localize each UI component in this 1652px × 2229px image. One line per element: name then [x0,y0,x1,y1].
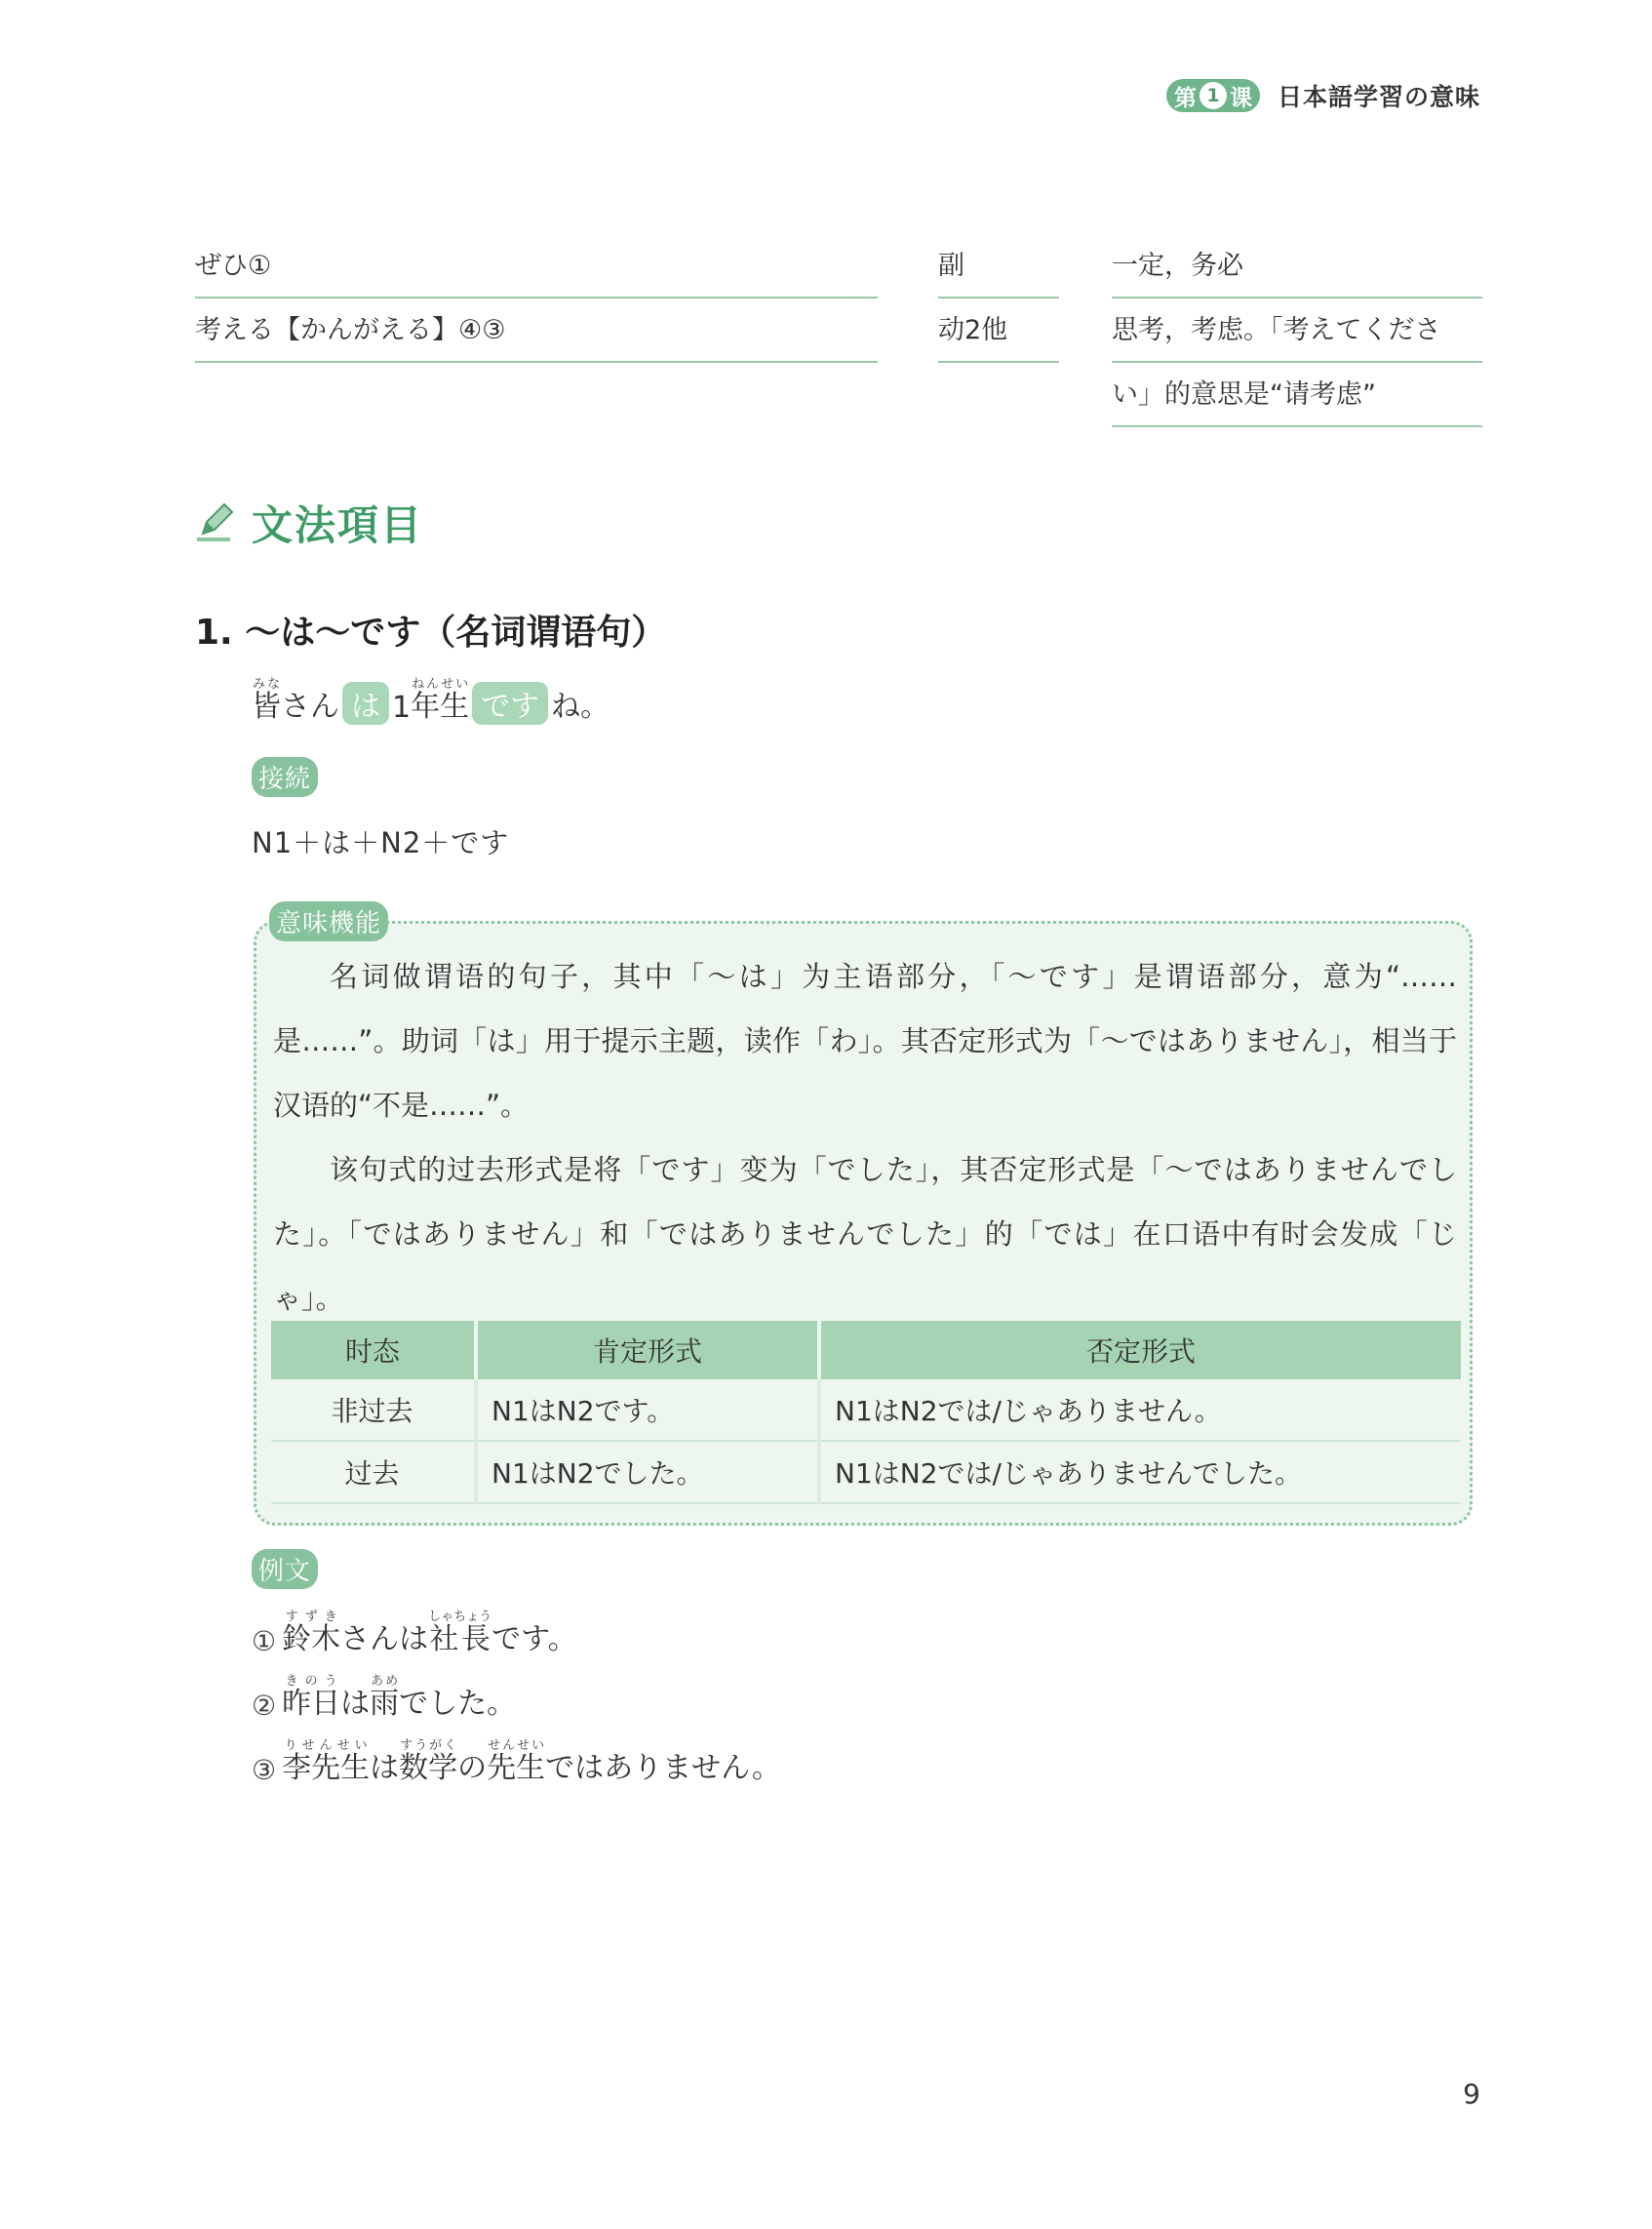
section-title: 文法項目 [252,501,424,549]
vocab-pos: 副 [938,234,1059,299]
text: ではありません。 [545,1751,781,1785]
connection-tag-wrap [252,757,318,797]
ruby-word: 数学すうがく [399,1738,458,1785]
ruby-word: 先生せんせい [487,1738,546,1785]
table-header: 否定形式 [819,1321,1461,1379]
meaning-paragraph: 该句式的过去形式是将「です」变为「でした」，其否定形式是「～ではありませんでした」。「ではありません」和「ではありませんでした」的「では」在口语中有时会发成「じゃ」。 [273,1153,1457,1315]
forms-table [271,1321,1461,1504]
table-cell: N1はN2です。 [476,1379,819,1441]
meaning-tag-wrap [269,901,388,941]
vocab-meaning-cont: い」的意思是“请考虑” [1112,363,1482,427]
text: の [457,1751,488,1785]
examples-tag: 例文 [252,1549,318,1589]
vocab-word: 考える【かんがえる】④③ [195,299,878,363]
text: さんは [340,1622,429,1656]
table-cell: N1はN2では/じゃありません。 [819,1379,1461,1441]
vocab-meaning: 思考，考虑。「考えてくださ [1112,299,1482,363]
ruby-word: 鈴木すずき [282,1610,341,1656]
pattern-example [252,677,610,725]
highlight-particle: は [342,682,389,725]
example-sentence [252,1738,781,1786]
highlight-copula: です [472,682,548,725]
text: は [340,1687,371,1721]
ruby-word: 年生ねんせい [411,677,470,724]
text: です。 [492,1622,577,1656]
lesson-prefix: 第 [1173,85,1197,111]
table-row [271,1441,1461,1503]
example-number: ③ [252,1754,277,1786]
examples-tag-wrap [252,1549,318,1589]
table-header: 肯定形式 [476,1321,819,1379]
meaning-paragraph: 名词做谓语的句子，其中「～は」为主语部分，「～です」是谓语部分，意为“……是……”。助词「は」用于提示主题，读作「わ」。其否定形式为「～ではありません」，相当于汉语的“不是……”。 [273,960,1457,1122]
lesson-badge [1166,79,1260,112]
lesson-suffix: 课 [1229,85,1252,111]
text: ね。 [551,690,610,724]
ruby-word: 李先生りせんせい [282,1738,371,1785]
table-cell: N1はN2では/じゃありませんでした。 [819,1441,1461,1503]
section-heading [193,494,423,552]
vocab-word: ぜひ① [195,234,878,299]
grammar-title: 1. ～は～です（名词谓语句） [195,613,667,653]
table-cell: N1はN2でした。 [476,1441,819,1503]
table-cell: 过去 [271,1441,476,1503]
text: でした。 [399,1687,517,1721]
example-number: ① [252,1625,277,1657]
vocab-meaning: 一定，务必 [1112,234,1482,299]
text: 1 [392,691,412,725]
vocab-pos: 动2他 [938,299,1059,363]
text: は [370,1751,400,1785]
page-header [1166,78,1480,113]
ruby-word: 皆みな [252,677,281,724]
example-sentence [252,1674,516,1722]
header-title: 日本語学習の意味 [1277,83,1480,111]
table-row [271,1379,1461,1441]
table-header: 时态 [271,1321,476,1379]
pen-icon [193,500,238,545]
connection-tag: 接続 [252,757,318,797]
ruby-word: 昨日きのう [282,1674,341,1721]
ruby-word: 社長しゃちょう [428,1610,492,1656]
page-number: 9 [1463,2078,1480,2110]
ruby-word: 雨あめ [370,1674,400,1721]
lesson-number: 1 [1200,82,1227,109]
formula: N1＋は＋N2＋です [252,826,510,859]
example-number: ② [252,1690,277,1722]
table-header-row [271,1321,1461,1379]
example-sentence [252,1610,577,1657]
meaning-tag: 意味機能 [269,901,388,941]
text: さん [281,690,339,724]
table-cell: 非过去 [271,1379,476,1441]
